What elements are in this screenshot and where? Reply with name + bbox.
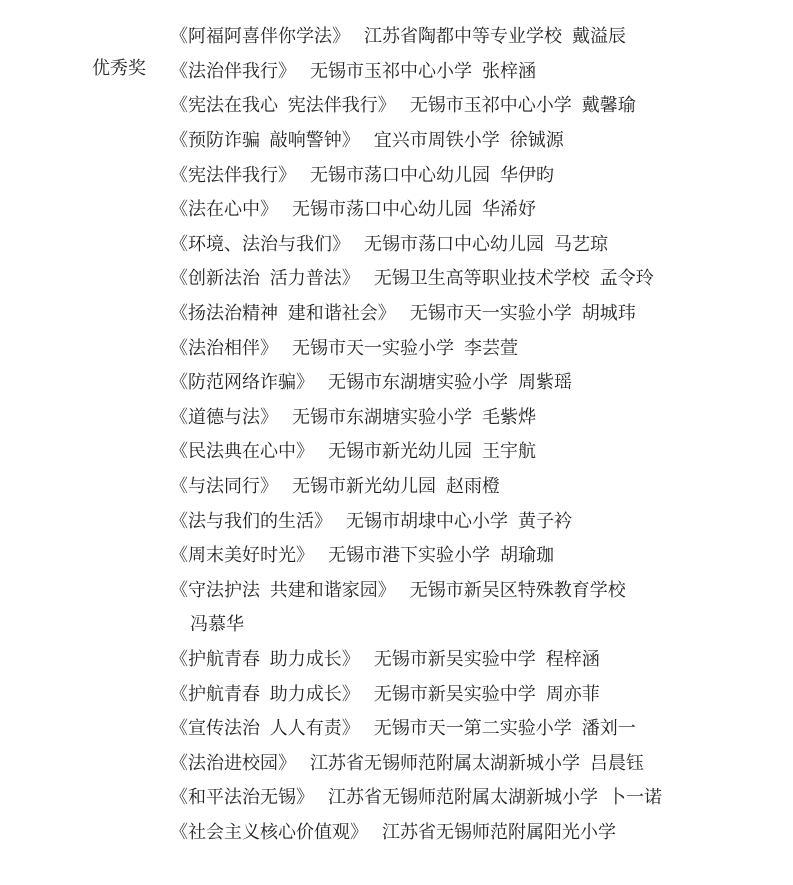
- entry-title: 《宣传法治 人人有责》: [170, 718, 360, 740]
- entry-school: 江苏省无锡师范附属太湖新城小学: [310, 752, 580, 774]
- entry-school: 无锡市天一实验小学: [292, 337, 454, 359]
- entry-title: 《民法典在心中》: [170, 441, 314, 463]
- entry-name: 潘刘一: [581, 718, 636, 740]
- award-entry: [170, 366, 770, 401]
- entry-title: 《守法护法 共建和谐家园》: [170, 579, 396, 601]
- award-entry: [170, 20, 770, 55]
- entry-school: 无锡市胡埭中心小学: [346, 510, 508, 532]
- entry-name: 赵雨橙: [446, 476, 500, 498]
- award-category-label: 优秀奖: [92, 58, 146, 79]
- entry-name: 徐铖源: [509, 130, 564, 152]
- award-entry: [170, 746, 770, 781]
- entry-title: 《创新法治 活力普法》: [170, 268, 360, 290]
- entry-title: 《宪法在我心 宪法伴我行》: [170, 95, 396, 117]
- entry-name: 胡城玮: [581, 303, 636, 325]
- entry-title: 《扬法治精神 建和谐社会》: [170, 303, 396, 325]
- award-entry: [170, 297, 770, 332]
- award-entry: [170, 401, 770, 436]
- award-entry: [170, 643, 770, 678]
- entry-name: 毛紫烨: [482, 406, 536, 428]
- award-entry: [170, 781, 770, 816]
- entry-title: 《周末美好时光》: [170, 545, 314, 567]
- entry-title: 《和平法治无锡》: [170, 787, 314, 809]
- entry-school: 无锡市新吴实验中学: [373, 648, 536, 670]
- award-entry: [170, 712, 770, 747]
- entry-school: 无锡市东湖塘实验小学: [328, 372, 508, 394]
- entry-name: 李芸萱: [464, 337, 518, 359]
- entry-title: 《法治伴我行》: [170, 60, 296, 82]
- entry-name: 戴溢辰: [572, 26, 626, 48]
- entry-title: 《阿福阿喜伴你学法》: [170, 26, 350, 48]
- entry-school: 宜兴市周铁小学: [373, 130, 500, 152]
- entry-school: 无锡市东湖塘实验小学: [292, 406, 472, 428]
- entry-school: 江苏省无锡师范附属太湖新城小学: [328, 787, 598, 809]
- award-entry: [170, 504, 770, 539]
- award-entry: [170, 124, 770, 159]
- entry-school: 无锡市荡口中心幼儿园: [310, 164, 490, 186]
- entry-name: 孟令玲: [599, 268, 654, 290]
- entry-name: 冯慕华: [190, 614, 244, 636]
- entry-school: 无锡市港下实验小学: [328, 545, 490, 567]
- entry-school: 无锡市新光幼儿园: [328, 441, 472, 463]
- entry-name: 马艺琼: [554, 233, 608, 255]
- entry-name: 王宇航: [482, 441, 536, 463]
- award-entry: [170, 262, 770, 297]
- entry-title: 《法与我们的生活》: [170, 510, 332, 532]
- entry-name: 戴馨瑜: [581, 95, 636, 117]
- entry-name: 张梓涵: [482, 60, 536, 82]
- entry-name: 程梓涵: [545, 648, 600, 670]
- entry-name: 华伊昀: [500, 164, 554, 186]
- award-entry: [170, 435, 770, 470]
- entry-title: 《护航青春 助力成长》: [170, 683, 360, 705]
- award-entry: [170, 193, 770, 228]
- entry-school: 无锡市天一第二实验小学: [373, 718, 572, 740]
- award-entry: [170, 228, 770, 263]
- award-entry-list: [170, 20, 770, 850]
- award-entry: [170, 608, 770, 643]
- award-entry: [170, 677, 770, 712]
- entry-name: 吕晨钰: [590, 752, 644, 774]
- entry-name: 华浠妤: [482, 199, 536, 221]
- award-entry: [170, 55, 770, 90]
- entry-school: 无锡市玉祁中心小学: [409, 95, 572, 117]
- entry-school: 无锡市玉祁中心小学: [310, 60, 472, 82]
- entry-name: 黄子衿: [518, 510, 572, 532]
- award-entry: [170, 89, 770, 124]
- entry-name: 周亦菲: [545, 683, 600, 705]
- award-entry: [170, 158, 770, 193]
- entry-title: 《预防诈骗 敲响警钟》: [170, 130, 360, 152]
- entry-school: 无锡市天一实验小学: [409, 303, 572, 325]
- award-entry: [170, 574, 770, 609]
- entry-title: 《法治进校园》: [170, 752, 296, 774]
- entry-title: 《与法同行》: [170, 476, 278, 498]
- entry-school: 无锡卫生高等职业技术学校: [373, 268, 590, 290]
- award-entry: [170, 539, 770, 574]
- entry-title: 《防范网络诈骗》: [170, 372, 314, 394]
- entry-title: 《法在心中》: [170, 199, 278, 221]
- entry-name: 周紫瑶: [518, 372, 572, 394]
- entry-school: 江苏省陶都中等专业学校: [364, 26, 562, 48]
- entry-title: 《道德与法》: [170, 406, 278, 428]
- entry-school: 无锡市新吴实验中学: [373, 683, 536, 705]
- entry-title: 《宪法伴我行》: [170, 164, 296, 186]
- entry-title: 《社会主义核心价值观》: [170, 821, 368, 843]
- award-entry: [170, 816, 770, 851]
- entry-school: 江苏省无锡师范附属阳光小学: [382, 821, 616, 843]
- entry-school: 无锡市新光幼儿园: [292, 476, 436, 498]
- award-entry: [170, 331, 770, 366]
- entry-name: 卜一诺: [608, 787, 662, 809]
- entry-school: 无锡市荡口中心幼儿园: [364, 233, 544, 255]
- entry-school: 无锡市新吴区特殊教育学校: [409, 579, 626, 601]
- award-entry: [170, 470, 770, 505]
- entry-name: 胡瑜珈: [500, 545, 554, 567]
- entry-title: 《法治相伴》: [170, 337, 278, 359]
- entry-school: 无锡市荡口中心幼儿园: [292, 199, 472, 221]
- entry-title: 《环境、法治与我们》: [170, 233, 350, 255]
- entry-title: 《护航青春 助力成长》: [170, 648, 360, 670]
